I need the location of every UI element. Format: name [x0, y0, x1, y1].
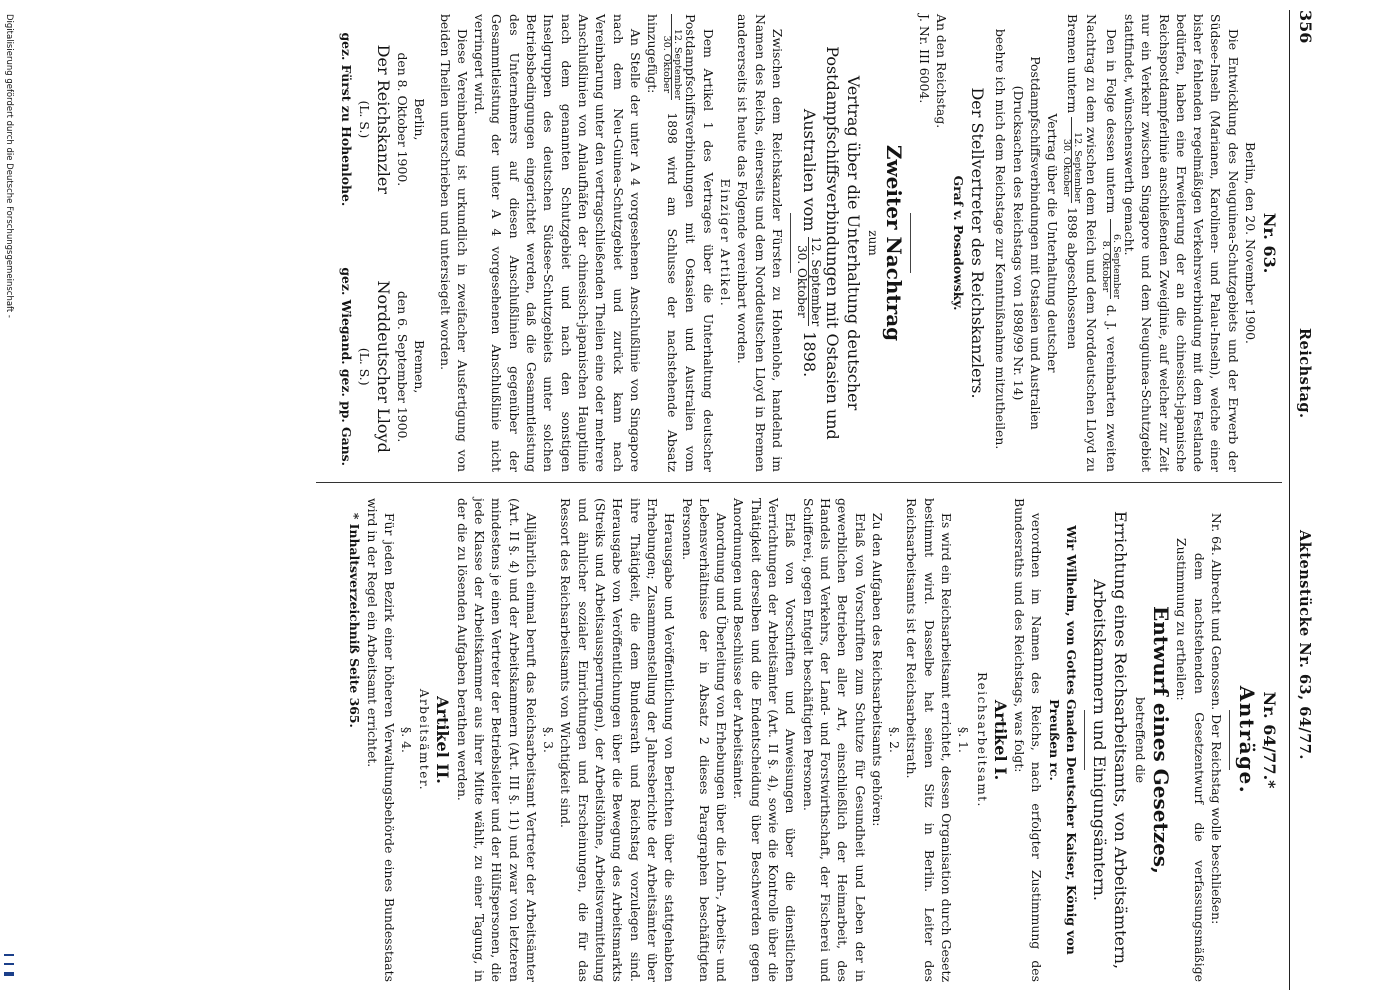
- right-paragraph-1b: dem nachstehenden Gesetzentwurf die verfassungsmäßige Zustimmung zu ertheilen:: [1174, 538, 1207, 982]
- separator-rule-4: [1084, 710, 1085, 770]
- frac2-bottom: 30. Oktober: [1061, 117, 1072, 203]
- paragraph-4-sign: §. 4.: [399, 727, 415, 753]
- frac3-top: 12. September: [808, 236, 823, 327]
- separator-rule: [910, 213, 911, 273]
- journal-number: J. Nr. III 6004.: [916, 14, 932, 104]
- vertrag-year: 1898.: [799, 331, 819, 378]
- frac3-bottom: 30. Oktober: [795, 237, 809, 327]
- frac2-top: 12. September: [1072, 132, 1084, 204]
- margin-credit: [4, 14, 14, 974]
- signature-right: [338, 261, 428, 472]
- paragraph-2-c: Anordnung und Überleitung von Erhebungen über die Lohn-, Arbeits- und Lebensverhältnisse der in Absatz 2 dieses Paragraphen beschäftigten Personen.: [679, 498, 730, 982]
- date-fraction-3: [795, 237, 822, 327]
- left-paragraph-6: An Stelle der unter A 4 vorgesehenen Anschlußlinie von Singapore nach dem Neu-Guinea-Schutzgebiet und zurück kann nach Vereinbarung unter den vertragschließenden Theilen eine oder mehrere Anschlußlinien von Anlaufhäfen der chinesisch-japanischen Hauptlinie nach dem genannten Schutzgebiet und nach den sonstigen Inselgruppen des deutschen Südsee-Schutzgebiets unter solchen Betriebsbedingungen eingerichtet werden, daß die Gesammtleistung des Unternehmers auf diesen Anschlußlinien gegenüber der Gesammtleistung der unter A 4 vorgesehenen Anschlußlinie nicht verringert wird.: [472, 14, 643, 472]
- left-doc-number: Nr. 63.: [1260, 212, 1279, 274]
- left-paragraph-2: [1061, 14, 1120, 472]
- sig-date-left: den 8. Oktober 1900.: [395, 52, 411, 187]
- entwurf-title: Entwurf eines Gesetzes,: [1149, 605, 1174, 875]
- page-number: 356: [1296, 10, 1315, 44]
- antraege-title: Anträge.: [1235, 685, 1259, 795]
- entwurf-subject: Errichtung eines Reichsarbeitsamts, von Arbeitsämtern, Arbeitskammern und Einigungsämtern.: [1089, 510, 1130, 970]
- right-column: [346, 498, 1280, 982]
- artikel-2: Artikel II.: [433, 696, 453, 784]
- left-paragraph-5: [644, 14, 717, 472]
- vertrag-heading: [795, 14, 864, 472]
- paragraph-2-d: Herausgabe und Veröffentlichung von Berichten über die stattgehabten Erhebungen; Zusammenstellung der Jahresberichte der Arbeitsämter über ihre Thätigkeit, die dem Bundesrath und Reichstag vorzulegen sind. Herausgabe von Veröffentlichungen über die Bewegung des Arbeitsmarkts (Streiks und Arbeitsaussperrungen), der Arbeitslöhne, Arbeitsvermittelung und ähnlicher sozialer Einrichtungen und Erscheinungen, die für das Ressort des Reichsarbeitsamts von Wichtigkeit sind.: [558, 498, 678, 982]
- left-p2-c: 1898 abgeschlossenen: [1065, 207, 1081, 350]
- left-vertrag-1: Vertrag über die Unterhaltung deutscher Postdampfschiffsverbindungen mit Ostasien und Australien (Drucksachen des Reichstags von 1898/99 Nr. 14): [1010, 56, 1061, 430]
- left-paragraph-4: Zwischen dem Reichskanzler Fürsten zu Hohenlohe, handelnd im Namen des Reichs, einerseits und dem Norddeutschen Lloyd in Bremen andererseits ist heute das Folgende vereinbart worden.: [735, 14, 785, 472]
- sig-date-right: den 6. September 1900.: [395, 290, 411, 443]
- dfg-logo-icon: [4, 954, 14, 976]
- paragraph-2-b: Erlaß von Vorschriften und Anweisungen über die dienstlichen Verrichtungen der Arbeitsämter (Art. II §. 4), sowie die Kontrolle über die Thätigkeit derselben und die Endentscheidung über Beschwerden gegen Anordnungen und Beschlüsse der Arbeitsämter.: [731, 498, 799, 982]
- stellvertreter-line: Der Stellvertreter des Reichskanzlers.: [968, 87, 988, 399]
- frac4-bottom: 30. Oktober: [661, 14, 672, 100]
- separator-rule-2: [790, 213, 791, 273]
- paragraph-2-a: Erlaß von Vorschriften zum Schutze für Gesundheit und Leben der in gewerblichen Betrieben aller Art, einschließlich der Heimarbeit, des Handels und Verkehrs, der Land- und Forstwirthschaft, der Fischerei und Schifferei, gegen Entgelt beschäftigten Personen.: [800, 498, 868, 982]
- left-column: [338, 14, 1280, 472]
- paragraph-1-sign: §. 1.: [956, 727, 972, 753]
- artikel-1: Artikel I.: [990, 699, 1010, 781]
- nachtrag-title: Zweiter Nachtrag: [882, 144, 907, 342]
- header-title: Aktenstücke Nr. 63, 64/77.: [1296, 530, 1313, 760]
- artikel-2-subtitle: Arbeitsämter.: [417, 688, 432, 792]
- signature-left: [338, 14, 428, 225]
- sig-place-left: Berlin,: [412, 98, 428, 141]
- date-fraction-4: [661, 14, 682, 100]
- left-p2-a: Den in Folge dessen unterm: [1103, 28, 1119, 214]
- date-fraction-2: [1061, 117, 1082, 203]
- sig-role-right: Norddeutscher Lloyd: [373, 280, 393, 453]
- document-page: [16, 10, 1316, 990]
- sig-role-left: Der Reichskanzler: [373, 44, 393, 194]
- left-p2-b: d. J. vereinbarten zweiten Nachtrag zu dem zwischen dem Reich und dem Norddeutschen Lloyd zu Bremen unterm: [1065, 14, 1119, 472]
- sig-name-right: gez. Wiegand. gez. pp. Gans.: [339, 267, 355, 466]
- digitization-note: Digitalisierung gefördert durch die Deutsche Forschungsgemeinschaft -: [4, 14, 14, 318]
- frac1-bottom: 8. Oktober: [1100, 219, 1111, 299]
- left-paragraph-3: beehre ich mich dem Reichstage zur Kenntnißnahme mitzutheilen.: [993, 28, 1009, 450]
- paragraph-1-text: Es wird ein Reichsarbeitsamt errichtet, dessen Organisation durch Gesetz bestimmt wird. Dasselbe hat seinen Sitz in Berlin. Leiter des Reichsarbeitsamts ist der Reichsarbeitsrath.: [904, 498, 955, 982]
- separator-rule-3: [1229, 710, 1230, 770]
- vertrag-heading-text: Vertrag über die Unterhaltung deutscher Postdampfschiffsverbindungen mit Ostasien und Australien vom: [799, 46, 863, 440]
- paragraph-3-sign: §. 3.: [541, 727, 557, 753]
- right-paragraph-2: verordnen im Namen des Reichs, nach erfolgter Zustimmung des Bundesraths und des Reichstags, was folgt:: [1011, 498, 1045, 982]
- sig-name-left: gez. Fürst zu Hohenlohe.: [339, 32, 355, 207]
- right-paragraph-1: Nr. 64. Albrecht und Genossen. Der Reichstag wolle beschließen:: [1209, 512, 1224, 925]
- paragraph-4-text: Für jeden Bezirk einer höheren Verwaltungsbehörde eines Bundesstaats wird in der Regel ein Arbeitsamt errichtet.: [364, 498, 397, 982]
- signature-block: [338, 14, 428, 472]
- wir-wilhelm: Wir Wilhelm, von Gottes Gnaden Deutscher Kaiser, König von Preußen rc.: [1046, 525, 1079, 955]
- sig-seal-left: (L. S.): [356, 100, 372, 139]
- paragraph-3-text: Alljährlich einmal beruft das Reichsarbeitsamt Vertreter der Arbeitsämter (Art. II §. 4) und der Arbeitskammern (Art. III §. 11) und zwar von letzteren mindestens je einen Vertreter der Betriebsleiter und der Hülfspersonen, die jede Klasse der Arbeitskammer aus ihrer Mitte wählt, zu einer Tagung, in der die zu lösenden Aufgaben berathen werden.: [454, 498, 539, 982]
- artikel-1-subtitle: Reichsarbeitsamt.: [974, 672, 989, 808]
- left-paragraph-1: Die Entwicklung des Neuguinea-Schutzgebiets und der Erwerb der Südsee-Inseln (Marianen, Karolinen- und Palau-Inseln), welche einer bisher fehlenden regelmäßigen Verkehrsverbindung mit dem Festlande bedürfen, haben eine Erweiterung der an die chinesisch-japanische Reichspostdampferlinie anschließenden Zweiglinie, auf welcher zur Zeit nur ein Verkehr zwischen Singapore und dem Neuguinea-Schutzgebiet stattfindet, wünschenswerth gemacht.: [1121, 14, 1241, 472]
- left-paragraph-7: Diese Vereinbarung ist urkundlich in zweifacher Ausfertigung von beiden Theilen unterschrieben und untersiegelt worden.: [437, 14, 470, 472]
- left-p5-a: Dem Artikel 1 des Vertrages über die Unterhaltung deutscher Postdampfschiffsverbindungen mit Ostasien und Australien vom: [683, 14, 716, 472]
- page-header: [1289, 10, 1316, 990]
- footnote: * Inhaltsverzeichniß Seite 365.: [347, 512, 363, 728]
- frac1-top: 6. September: [1110, 234, 1122, 299]
- paragraph-2-sign: §. 2.: [887, 727, 903, 753]
- signature-graf: Graf v. Posadowsky.: [951, 175, 967, 311]
- left-p5-b: 1898 wird am Schlusse der nachstehende Absatz hinzugefügt:: [645, 14, 681, 472]
- betreffend-line: betreffend die: [1133, 697, 1148, 783]
- header-section: Reichstag.: [1296, 328, 1313, 419]
- addressee: An den Reichstag.: [933, 14, 949, 129]
- left-dateline: Berlin, den 20. November 1900.: [1243, 142, 1258, 344]
- paragraph-2-intro: Zu den Aufgaben des Reichsarbeitsamts gehören:: [869, 512, 885, 827]
- date-fraction-1: [1100, 219, 1121, 299]
- sig-place-right: Bremen,: [412, 339, 428, 394]
- column-divider: [316, 482, 1282, 483]
- sig-seal-right: (L. S.): [356, 347, 372, 386]
- zum-line: zum: [866, 230, 881, 256]
- right-doc-number: Nr. 64/77.*: [1260, 691, 1279, 789]
- frac4-top: 12. September: [672, 28, 684, 100]
- einziger-artikel: Einziger Artikel.: [718, 178, 734, 308]
